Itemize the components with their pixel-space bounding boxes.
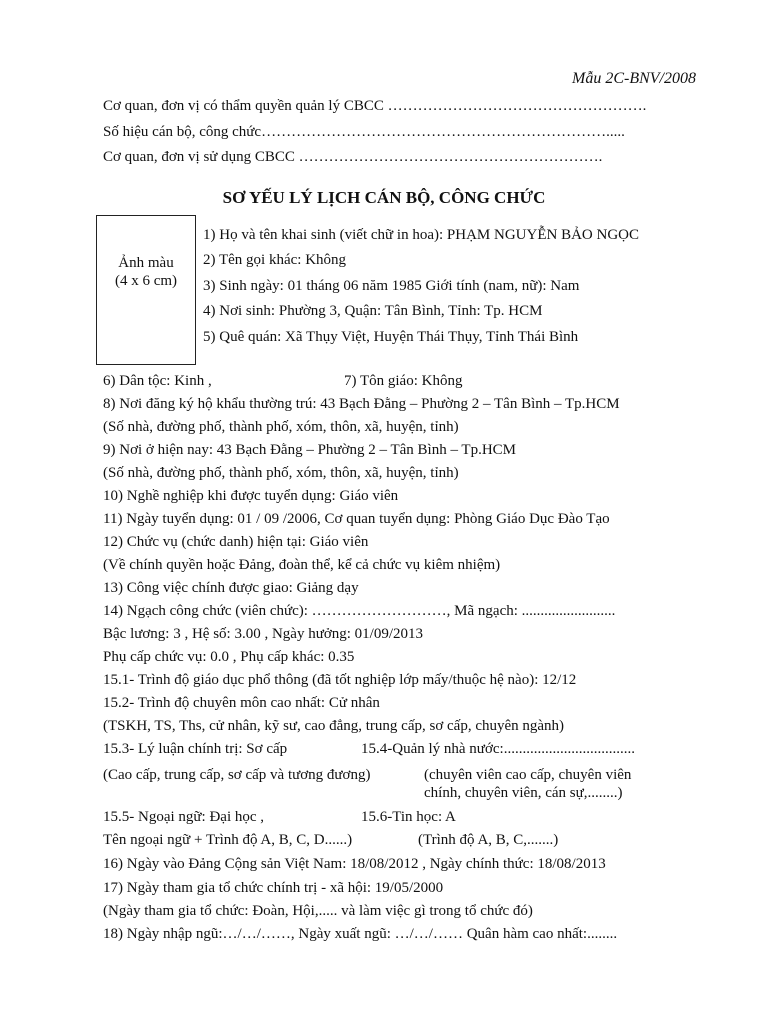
field-general-education: 15.1- Trình độ giáo dục phổ thông (đã tốt nghiệp lớp mấy/thuộc hệ nào): 12/12 <box>103 672 577 688</box>
field-party-membership: 16) Ngày vào Đảng Cộng sản Việt Nam: 18/08/2012 , Ngày chính thức: 18/08/2013 <box>103 856 606 872</box>
note-political-theory: (Cao cấp, trung cấp, sơ cấp và tương đương) <box>103 767 371 783</box>
field-hometown: 5) Quê quán: Xã Thụy Việt, Huyện Thái Thụy, Tỉnh Thái Bình <box>203 329 579 345</box>
note-professional-level: (TSKH, TS, Ths, cử nhân, kỹ sư, cao đẳng, trung cấp, sơ cấp, chuyên ngành) <box>103 718 565 734</box>
note-foreign-language: Tên ngoại ngữ + Trình độ A, B, C, D......) <box>103 832 353 848</box>
field-permanent-address: 8) Nơi đăng ký hộ khẩu thường trú: 43 Bạch Đằng – Phường 2 – Tân Bình – Tp.HCM <box>103 396 620 412</box>
photo-size: (4 x 6 cm) <box>114 273 178 289</box>
photo-box <box>96 215 196 365</box>
field-professional-level: 15.2- Trình độ chuyên môn cao nhất: Cử nhân <box>103 695 380 711</box>
note-position: (Về chính quyền hoặc Đảng, đoàn thể, kể cả chức vụ kiêm nhiệm) <box>103 557 501 573</box>
field-civil-rank: 14) Ngạch công chức (viên chức): ………………………, Mã ngạch: ......................... <box>103 603 616 619</box>
field-birthplace: 4) Nơi sinh: Phường 3, Quận: Tân Bình, Tỉnh: Tp. HCM <box>203 303 543 319</box>
field-recruitment: 11) Ngày tuyển dụng: 01 / 09 /2006, Cơ quan tuyển dụng: Phòng Giáo Dục Đào Tạo <box>103 511 610 527</box>
field-birth-date: 3) Sinh ngày: 01 tháng 06 năm 1985 Giới tính (nam, nữ): Nam <box>203 278 580 294</box>
using-agency-line: Cơ quan, đơn vị sử dụng CBCC ……………………………………………………. <box>103 149 603 165</box>
staff-id-line: Số hiệu cán bộ, công chức……………………………………………………………..... <box>103 124 625 140</box>
field-religion: 7) Tôn giáo: Không <box>344 373 463 389</box>
field-position: 12) Chức vụ (chức danh) hiện tại: Giáo viên <box>103 534 369 550</box>
field-occupation: 10) Nghề nghiệp khi được tuyển dụng: Giáo viên <box>103 488 399 504</box>
field-full-name: 1) Họ và tên khai sinh (viết chữ in hoa): PHẠM NGUYỄN BẢO NGỌC <box>203 227 639 243</box>
note-socio-political-org: (Ngày tham gia tổ chức: Đoàn, Hội,..... và làm việc gì trong tổ chức đó) <box>103 903 533 919</box>
note-it-level: (Trình độ A, B, C,.......) <box>418 832 559 848</box>
field-state-management: 15.4-Quản lý nhà nước:................................... <box>361 741 635 757</box>
managing-agency-line: Cơ quan, đơn vị có thẩm quyền quản lý CBCC ……………………………………………. <box>103 98 647 114</box>
field-it-level: 15.6-Tin học: A <box>361 809 456 825</box>
field-main-duty: 13) Công việc chính được giao: Giảng dạy <box>103 580 359 596</box>
field-political-theory: 15.3- Lý luận chính trị: Sơ cấp <box>103 741 288 757</box>
field-current-address: 9) Nơi ở hiện nay: 43 Bạch Đằng – Phường 2 – Tân Bình – Tp.HCM <box>103 442 517 458</box>
document-title: SƠ YẾU LÝ LỊCH CÁN BỘ, CÔNG CHỨC <box>222 188 546 207</box>
field-military-service: 18) Ngày nhập ngũ:…/…/……, Ngày xuất ngũ: …/…/…… Quân hàm cao nhất:........ <box>103 926 618 942</box>
field-socio-political-org: 17) Ngày tham gia tổ chức chính trị - xã hội: 19/05/2000 <box>103 880 444 896</box>
form-code: Mẫu 2C-BNV/2008 <box>572 70 696 87</box>
field-ethnicity: 6) Dân tộc: Kinh , <box>103 373 212 389</box>
note-state-management-1: (chuyên viên cao cấp, chuyên viên <box>424 767 632 783</box>
field-foreign-language: 15.5- Ngoại ngữ: Đại học , <box>103 809 265 825</box>
note-permanent-address: (Số nhà, đường phố, thành phố, xóm, thôn, xã, huyện, tỉnh) <box>103 419 459 435</box>
note-current-address: (Số nhà, đường phố, thành phố, xóm, thôn, xã, huyện, tỉnh) <box>103 465 459 481</box>
note-state-management-2: chính, chuyên viên, cán sự,........) <box>424 785 623 801</box>
field-salary: Bậc lương: 3 , Hệ số: 3.00 , Ngày hưởng: 01/09/2013 <box>103 626 424 642</box>
photo-label: Ảnh màu <box>118 255 174 271</box>
field-allowance: Phụ cấp chức vụ: 0.0 , Phụ cấp khác: 0.35 <box>103 649 355 665</box>
field-other-name: 2) Tên gọi khác: Không <box>203 252 347 268</box>
